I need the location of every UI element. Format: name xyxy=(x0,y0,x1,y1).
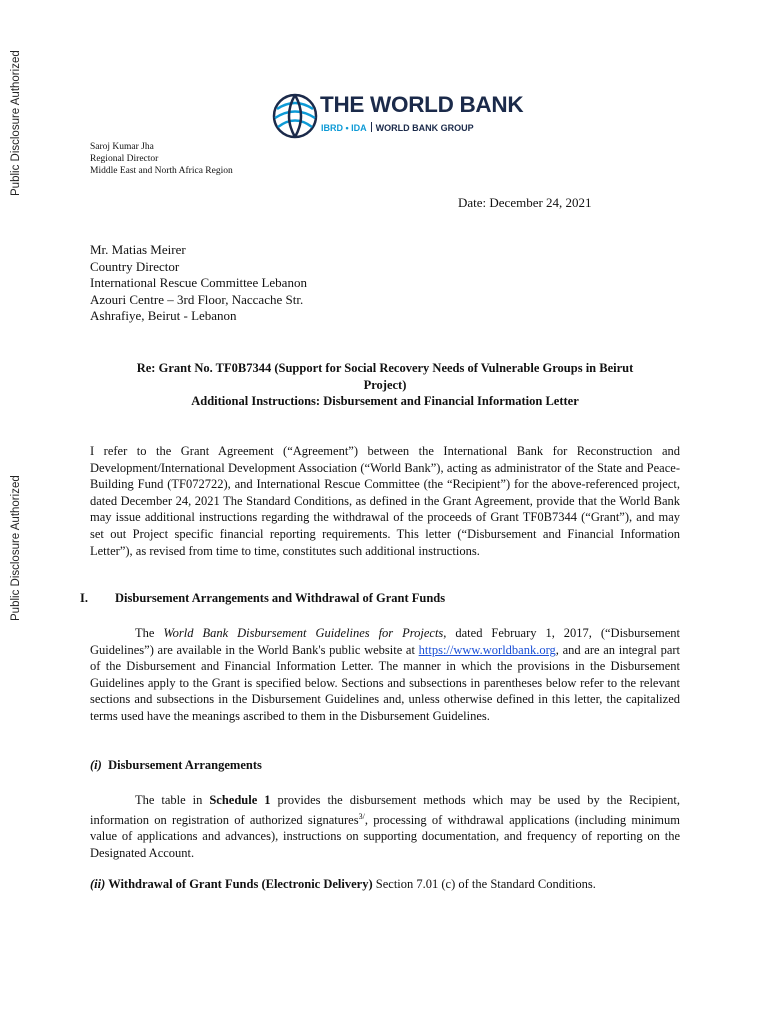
subsection-ii-text: Section 7.01 (c) of the Standard Conditions. xyxy=(372,877,596,891)
sender-name: Saroj Kumar Jha xyxy=(90,142,154,152)
recipient-line: International Rescue Committee Lebanon xyxy=(90,275,307,291)
subsection-i-paragraph: The table in Schedule 1 provides the disbursement methods which may be used by the Recipient, information on registration of authorized signatures$^{3/}$, processing of withdrawal applications (including minimum value of applications and advances), instructions on supporting documentation, and frequency of reporting on the Designated Account. xyxy=(90,793,681,860)
disclosure-label-top: Public Disclosure Authorized xyxy=(10,50,22,196)
sender-region: Middle East and North Africa Region xyxy=(90,166,233,176)
section-number: I. xyxy=(80,591,88,605)
subsection-i-title: Disbursement Arrangements xyxy=(108,758,262,772)
section1-paragraph: The World Bank Disbursement Guidelines for Projects, dated February 1, 2017, (“Disbursement Guidelines”) are available in the World Bank's public website at https://www.worldbank.org, and are an integral part of the Disbursement and Financial Information Letter. The manner in which the provisions in the Disbursement Guidelines apply to the Grant is specified below. Sections and subsections in parentheses below refer to the relevant sections and subsections in the Disbursement Guidelines and, unless otherwise defined in this letter, the capitalized terms used have the meanings ascribed to them in the Disbursement Guidelines. xyxy=(90,626,681,723)
recipient-line: Ashrafiye, Beirut - Lebanon xyxy=(90,308,237,324)
sender-block xyxy=(90,141,233,177)
subject-line: Re: Grant No. TF0B7344 (Support for Social Recovery Needs of Vulnerable Groups in Beirut xyxy=(136,361,634,375)
intro-paragraph: I refer to the Grant Agreement (“Agreement”) between the International Bank for Reconstruction and Development/International Development Association (“World Bank”), acting as administrator of the State and Peace-Building Fund (TF072722), and International Rescue Committee (the “Recipient”) for the above-referenced project, dated December 24, 2021 The Standard Conditions, as defined in the Grant Agreement, provide that the World Bank may issue additional instructions regarding the withdrawal of the proceeds of Grant TF0B7344 (“Grant”), and may set out Project specific financial reporting requirements. This letter (“Disbursement and Financial Information Letter”), as revised from time to time, constitutes such additional instructions. xyxy=(90,444,680,558)
logo-separator xyxy=(371,122,372,132)
subject-block xyxy=(90,360,680,410)
letter-date: Date: December 24, 2021 xyxy=(458,195,592,210)
recipient-address xyxy=(90,242,307,325)
subject-line: Project) xyxy=(363,377,407,392)
logo-ibrd-ida: IBRD • IDA xyxy=(321,123,367,133)
subsection-ii-line xyxy=(90,876,680,893)
subsection-ii-label: (ii) xyxy=(90,877,106,891)
logo-subtitle xyxy=(321,122,474,133)
world-bank-logo xyxy=(272,91,524,141)
subsection-i-label: (i) xyxy=(90,758,102,772)
schedule-ref: Schedule 1 xyxy=(209,793,271,807)
recipient-line: Mr. Matias Meirer xyxy=(90,242,186,257)
disclosure-label-middle: Public Disclosure Authorized xyxy=(10,475,22,621)
section-title: Disbursement Arrangements and Withdrawal of Grant Funds xyxy=(115,591,446,605)
globe-icon xyxy=(272,93,318,139)
subject-line: Additional Instructions: Disbursement and Financial Information Letter xyxy=(191,394,579,409)
recipient-line: Azouri Centre – 3rd Floor, Naccache Str. xyxy=(90,291,304,307)
sender-title: Regional Director xyxy=(90,154,159,164)
worldbank-link[interactable]: https://www.worldbank.org xyxy=(418,642,556,657)
subsection-i-heading xyxy=(90,758,262,773)
subsection-ii-title: Withdrawal of Grant Funds (Electronic Delivery) xyxy=(108,877,373,891)
logo-title: THE WORLD BANK xyxy=(320,92,524,117)
footnote-ref: 3/ xyxy=(358,811,365,821)
guidelines-title: World Bank Disbursement Guidelines for Projects xyxy=(163,626,444,640)
recipient-line: Country Director xyxy=(90,258,180,274)
logo-group: WORLD BANK GROUP xyxy=(375,123,474,133)
